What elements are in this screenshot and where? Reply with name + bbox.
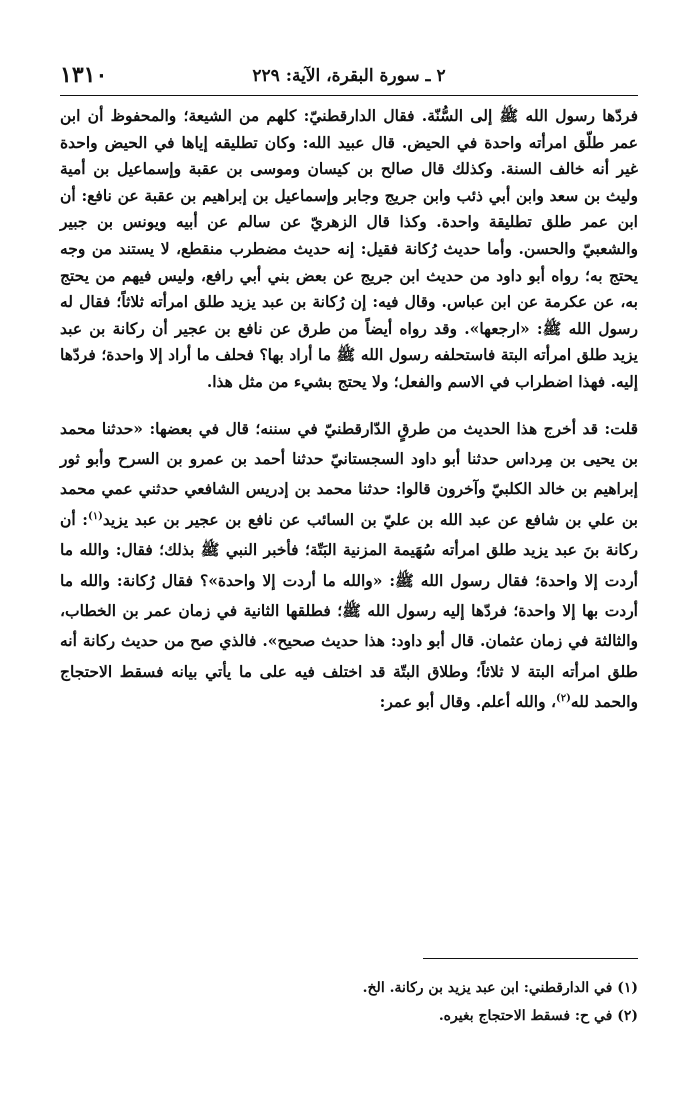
main-text [60, 103, 638, 718]
footnote-2 [60, 1002, 638, 1030]
footnote-2-text: في ح: فسقط الاحتجاج بغيره. [438, 1008, 613, 1024]
footnote-ref-2: (٢) [555, 693, 571, 705]
footnotes [60, 974, 638, 1030]
paragraph-2-part-2: : أن ركانة بنَ عبد يزيد طلق امرأته سُهَيمة المزنية البَتّة؛ فأخبر النبي ﷺ بذلك؛ فقال: والله ما أردت إلا واحدة؛ فقال رسول الله ﷺ: «والله ما أردت إلا واحدة»؟ فقال رُكانة: والله ما أردت بها إلا واحدة؛ فردّها إليه رسول الله ﷺ؛ فطلقها الثانية في زمان عمر بن الخطاب، والثالثة في زمان عثمان. قال أبو داود: هذا حديث صحيح». فالذي صح من حديث ركانة أنه طلق امرأته البتة لا ثلاثاً؛ وطلاق البتّة قد اختلف فيه على ما يأتي بيانه فسقط الاحتجاج والحمد لله [60, 509, 638, 712]
footnote-1-text: في الدارقطني: ابن عبد يزيد بن ركانة. الخ. [362, 980, 613, 996]
footnote-2-marker: (٢) [617, 1008, 638, 1024]
page-number: ١٣١٠ [60, 62, 108, 88]
footnote-1 [60, 974, 638, 1002]
header-divider [60, 95, 638, 96]
paragraph-2-part-1: قلت: قد أخرج هذا الحديث من طرقٍ الدّارقطنيّ في سننه؛ قال في بعضها: «حدثنا محمد بن يحيى بن مِرداس حدثنا أبو داود السجستانيّ حدثنا أحمد بن عمرو بن السرح وأبو ثور إبراهيم بن خالد الكلبيّ وآخرون قالوا: حدثنا محمد بن إدريس الشافعي حدثني عمي محمد بن علي بن شافع عن عبد الله بن عليّ بن السائب عن نافع بن عجير بن عبد يزيد [60, 418, 638, 529]
running-header [60, 62, 638, 96]
header-title: ٢ ـ سورة البقرة، الآية: ٢٢٩ [252, 66, 446, 86]
footnote-ref-1: (١) [88, 510, 103, 522]
paragraph-1: فردّها رسول الله ﷺ إلى السُّنّة. فقال الدارقطنيّ: كلهم من الشيعة؛ والمحفوظ أن ابن عمر طلّق امرأته واحدة في الحيض. قال عبيد الله: وكان تطليقه إياها في الحيض واحدة غير أنه خالف السنة. وكذلك قال صالح بن كيسان وموسى بن عقبة وإسماعيل بن أمية وليث بن سعد وابن أبي ذئب وابن جريج وجابر وإسماعيل بن إبراهيم بن عقبة عن نافع: أن ابن عمر طلق تطليقة واحدة. وكذا قال الزهريّ عن سالم عن أبيه ويونس بن جبير والشعبيّ والحسن. وأما حديث رُكانة فقيل: إنه حديث مضطرب منقطع، لا يستند من وجه يحتج به؛ رواه أبو داود من حديث ابن جريج عن بعض بني أبي رافع، وليس فيهم من يحتج به، عن عكرمة عن ابن عباس. وقال فيه: إن رُكانة بن عبد يزيد طلق امرأته ثلاثاً؛ فقال له رسول الله ﷺ: «ارجعها». وقد رواه أيضاً من طرق عن نافع بن عجير أن ركانة بن عبد يزيد طلق امرأته البتة فاستحلفه رسول الله ﷺ ما أراد بها؟ فحلف ما أراد إلا واحدة؛ فردّها إليه. فهذا اضطراب في الاسم والفعل؛ ولا يحتج بشيء من مثل هذا. [60, 106, 638, 391]
paragraph-2 [60, 414, 638, 718]
paragraph-2-part-3: ، والله أعلم. وقال أبو عمر: [379, 692, 556, 712]
footnote-divider [423, 958, 638, 959]
footnote-1-marker: (١) [617, 980, 638, 996]
